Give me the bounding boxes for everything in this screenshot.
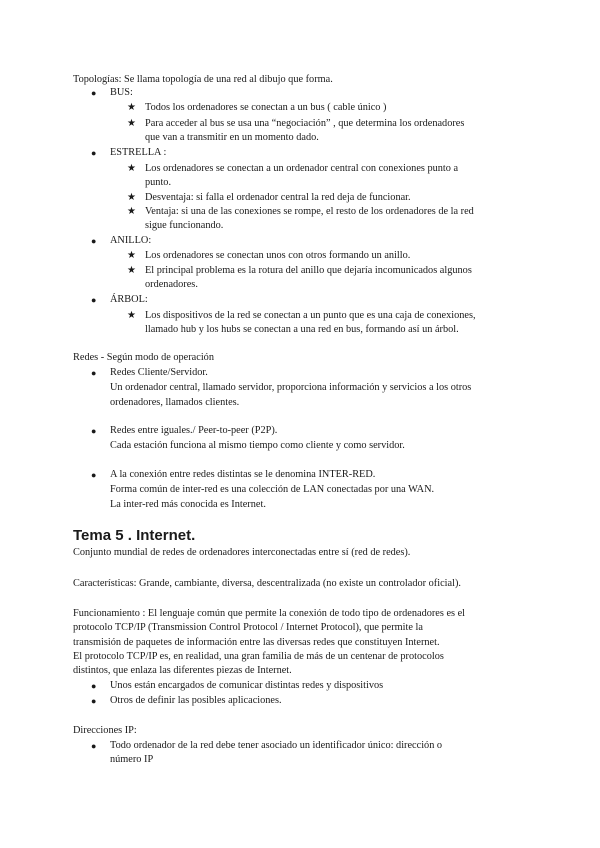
star-bullet-icon: ★ bbox=[127, 118, 136, 129]
arbol-item-1-line-1: Los dispositivos de la red se conectan a un punto que es una caja de conexiones, bbox=[145, 310, 476, 321]
bus-item-1: Todos los ordenadores se conectan a un bus ( cable único ) bbox=[145, 102, 387, 113]
bullet-dot-icon: ● bbox=[91, 696, 97, 706]
redes-p2p-line-1: Cada estación funciona al mismo tiempo como cliente y como servidor. bbox=[110, 440, 405, 451]
bullet-dot-icon: ● bbox=[91, 741, 97, 751]
funcionamiento-line-5: distintos, que enlaza las diferentes piezas de Internet. bbox=[73, 665, 292, 676]
topology-estrella-title: ESTRELLA : bbox=[110, 147, 167, 158]
redes-cliente-servidor-title: Redes Cliente/Servidor. bbox=[110, 367, 208, 378]
direcciones-ip-line-1: Todo ordenador de la red debe tener asociado un identificador único: dirección o bbox=[110, 740, 443, 751]
topologias-intro: Topologías: Se llama topología de una red al dibujo que forma. bbox=[73, 74, 333, 85]
funcionamiento-line-2: protocolo TCP/IP (Transmission Control Protocol / Internet Protocol), que permite la bbox=[73, 622, 423, 633]
topology-arbol-title: ÁRBOL: bbox=[110, 294, 148, 305]
estrella-item-1-line-1: Los ordenadores se conectan a un ordenador central con conexiones punto a bbox=[145, 163, 459, 174]
redes-inter-red-title: A la conexión entre redes distintas se le denomina INTER-RED. bbox=[110, 469, 376, 480]
direcciones-ip-line-2: número IP bbox=[110, 754, 154, 765]
star-bullet-icon: ★ bbox=[127, 206, 136, 217]
funcionamiento-bullet-2: Otros de definir las posibles aplicaciones. bbox=[110, 695, 282, 706]
funcionamiento-bullet-1: Unos están encargados de comunicar distintas redes y dispositivos bbox=[110, 680, 384, 691]
redes-p2p-title: Redes entre iguales./ Peer-to-peer (P2P). bbox=[110, 425, 278, 436]
estrella-item-2: Desventaja: si falla el ordenador central la red deja de funcionar. bbox=[145, 192, 411, 203]
star-bullet-icon: ★ bbox=[127, 102, 136, 113]
estrella-item-3-line-2: sigue funcionando. bbox=[145, 220, 224, 231]
internet-definition: Conjunto mundial de redes de ordenadores interconectadas entre sí (red de redes). bbox=[73, 547, 411, 558]
redes-cliente-servidor-line-1: Un ordenador central, llamado servidor, proporciona información y servicios a los otros bbox=[110, 382, 472, 393]
estrella-item-1-line-2: punto. bbox=[145, 177, 172, 188]
topology-bus-title: BUS: bbox=[110, 87, 133, 98]
bullet-dot-icon: ● bbox=[91, 681, 97, 691]
funcionamiento-line-3: transmisión de paquetes de información entre las diversas redes que constituyen Internet. bbox=[73, 637, 440, 648]
bullet-dot-icon: ● bbox=[91, 88, 97, 98]
section-title: Tema 5 . Internet. bbox=[73, 527, 196, 544]
redes-cliente-servidor-line-2: ordenadores, llamados clientes. bbox=[110, 397, 240, 408]
star-bullet-icon: ★ bbox=[127, 192, 136, 203]
anillo-item-2-line-1: El principal problema es la rotura del anillo que dejaría incomunicados algunos bbox=[145, 265, 472, 276]
redes-inter-red-line-2: La inter-red más conocida es Internet. bbox=[110, 499, 266, 510]
arbol-item-1-line-2: llamado hub y los hubs se conectan a una red en bus, formando así un árbol. bbox=[145, 324, 459, 335]
funcionamiento-line-1: Funcionamiento : El lenguaje común que permite la conexión de todo tipo de ordenadores es el bbox=[73, 608, 466, 619]
star-bullet-icon: ★ bbox=[127, 250, 136, 261]
anillo-item-1: Los ordenadores se conectan unos con otros formando un anillo. bbox=[145, 250, 411, 261]
funcionamiento-line-4: El protocolo TCP/IP es, en realidad, una gran familia de más de un centenar de protocolos bbox=[73, 651, 444, 662]
bullet-dot-icon: ● bbox=[91, 148, 97, 158]
bullet-dot-icon: ● bbox=[91, 470, 97, 480]
star-bullet-icon: ★ bbox=[127, 163, 136, 174]
redes-heading: Redes - Según modo de operación bbox=[73, 352, 214, 363]
redes-inter-red-line-1: Forma común de inter-red es una colección de LAN conectadas por una WAN. bbox=[110, 484, 435, 495]
bullet-dot-icon: ● bbox=[91, 426, 97, 436]
bus-item-2-line-2: que van a transmitir en un momento dado. bbox=[145, 132, 319, 143]
topology-anillo-title: ANILLO: bbox=[110, 235, 152, 246]
bullet-dot-icon: ● bbox=[91, 295, 97, 305]
star-bullet-icon: ★ bbox=[127, 265, 136, 276]
star-bullet-icon: ★ bbox=[127, 310, 136, 321]
bullet-dot-icon: ● bbox=[91, 368, 97, 378]
direcciones-ip-heading: Direcciones IP: bbox=[73, 725, 137, 736]
internet-caracteristicas: Características: Grande, cambiante, diversa, descentralizada (no existe un controlador oficial). bbox=[73, 578, 461, 589]
bus-item-2-line-1: Para acceder al bus se usa una “negociación” , que determina los ordenadores bbox=[145, 118, 465, 129]
anillo-item-2-line-2: ordenadores. bbox=[145, 279, 198, 290]
bullet-dot-icon: ● bbox=[91, 236, 97, 246]
estrella-item-3-line-1: Ventaja: si una de las conexiones se rompe, el resto de los ordenadores de la red bbox=[145, 206, 474, 217]
